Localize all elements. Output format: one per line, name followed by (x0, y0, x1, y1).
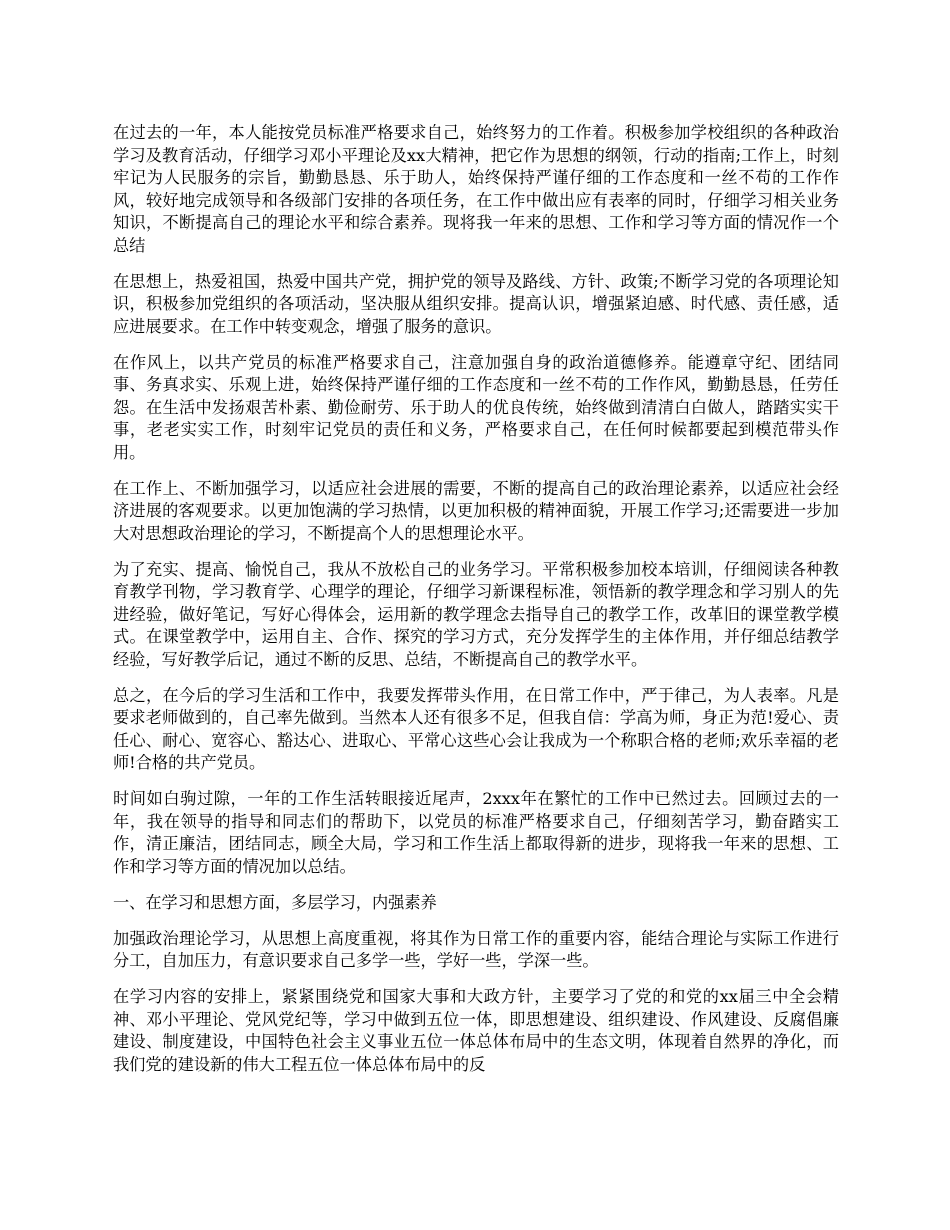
section-heading: 一、在学习和思想方面，多层学习，内强素养 (113, 892, 437, 912)
paragraph-conclusion: 总之，在今后的学习生活和工作中，我要发挥带头作用，在日常工作中，严于律己，为人表率。凡是要求老师做到的，自己率先做到。当然本人还有很多不足，但我自信：学高为师，身正为范!爱心、责任心、耐心、宽容心、豁达心、进取心、平常心这些心会让我成为一个称职合格的老师;欢乐幸福的老师!合格的共产党员。 (113, 685, 839, 772)
paragraph-political-theory: 加强政治理论学习，从思想上高度重视，将其作为日常工作的重要内容，能结合理论与实际工作进行分工，自加压力，有意识要求自己多学一些，学好一些，学深一些。 (113, 928, 839, 970)
paragraph-work: 在工作上、不断加强学习，以适应社会进展的需要，不断的提高自己的政治理论素养，以适应社会经济进展的客观要求。以更加饱满的学习热情，以更加积极的精神面貌，开展工作学习;还需要进一步加大对思想政治理论的学习，不断提高个人的思想理论水平。 (113, 478, 839, 543)
paragraph-thought: 在思想上，热爱祖国，热爱中国共产党，拥护党的领导及路线、方针、政策;不断学习党的各项理论知识，积极参加党组织的各项活动，坚决服从组织安排。提高认识，增强紧迫感、时代感、责任感，适应进展要求。在工作中转变观念，增强了服务的意识。 (113, 271, 839, 336)
paragraph-style: 在作风上，以共产党员的标准严格要求自己，注意加强自身的政治道德修养。能遵章守纪、团结同事、务真求实、乐观上进，始终保持严谨仔细的工作态度和一丝不苟的工作作风，勤勤恳恳，任劳任怨。在生活中发扬艰苦朴素、勤俭耐劳、乐于助人的优良传统，始终做到清清白白做人，踏踏实实干事，老老实实工作，时刻牢记党员的责任和义务，严格要求自己，在任何时候都要起到模范带头作用。 (113, 352, 839, 462)
paragraph-year-review: 时间如白驹过隙，一年的工作生活转眼接近尾声，2xxx年在繁忙的工作中已然过去。回顾过去的一年，我在领导的指导和同志们的帮助下，以党员的标准严格要求自己，仔细刻苦学习，勤奋踏实工作，清正廉洁，团结同志，顾全大局，学习和工作生活上都取得新的进步，现将我一年来的思想、工作和学习等方面的情况加以总结。 (113, 789, 839, 876)
paragraph-study-content: 在学习内容的安排上，紧紧围绕党和国家大事和大政方针，主要学习了党的和党的xx届三中全会精神、邓小平理论、党风党纪等，学习中做到五位一体，即思想建设、组织建设、作风建设、反腐倡廉建设、制度建设，中国特色社会主义事业五位一体总体布局中的生态文明，体现着自然界的净化，而我们党的建设新的伟大工程五位一体总体布局中的反 (113, 987, 839, 1074)
paragraph-intro: 在过去的一年，本人能按党员标准严格要求自己，始终努力的工作着。积极参加学校组织的各种政治学习及教育活动，仔细学习邓小平理论及xx大精神，把它作为思想的纲领，行动的指南;工作上，时刻牢记为人民服务的宗旨，勤勤恳恳、乐于助人，始终保持严谨仔细的工作态度和一丝不苟的工作作风，较好地完成领导和各级部门安排的各项任务，在工作中做出应有表率的同时，仔细学习相关业务知识，不断提高自己的理论水平和综合素养。现将我一年来的思想、工作和学习等方面的情况作一个总结 (113, 123, 839, 255)
paragraph-study: 为了充实、提高、愉悦自己，我从不放松自己的业务学习。平常积极参加校本培训，仔细阅读各种教育教学刊物，学习教育学、心理学的理论，仔细学习新课程标准，领悟新的教学理念和学习别人的先进经验，做好笔记，写好心得体会，运用新的教学理念去指导自己的教学工作，改革旧的课堂教学模式。在课堂教学中，运用自主、合作、探究的学习方式，充分发挥学生的主体作用，并仔细总结教学经验，写好教学后记，通过不断的反思、总结，不断提高自己的教学水平。 (113, 559, 839, 669)
document-body (113, 122, 839, 1090)
